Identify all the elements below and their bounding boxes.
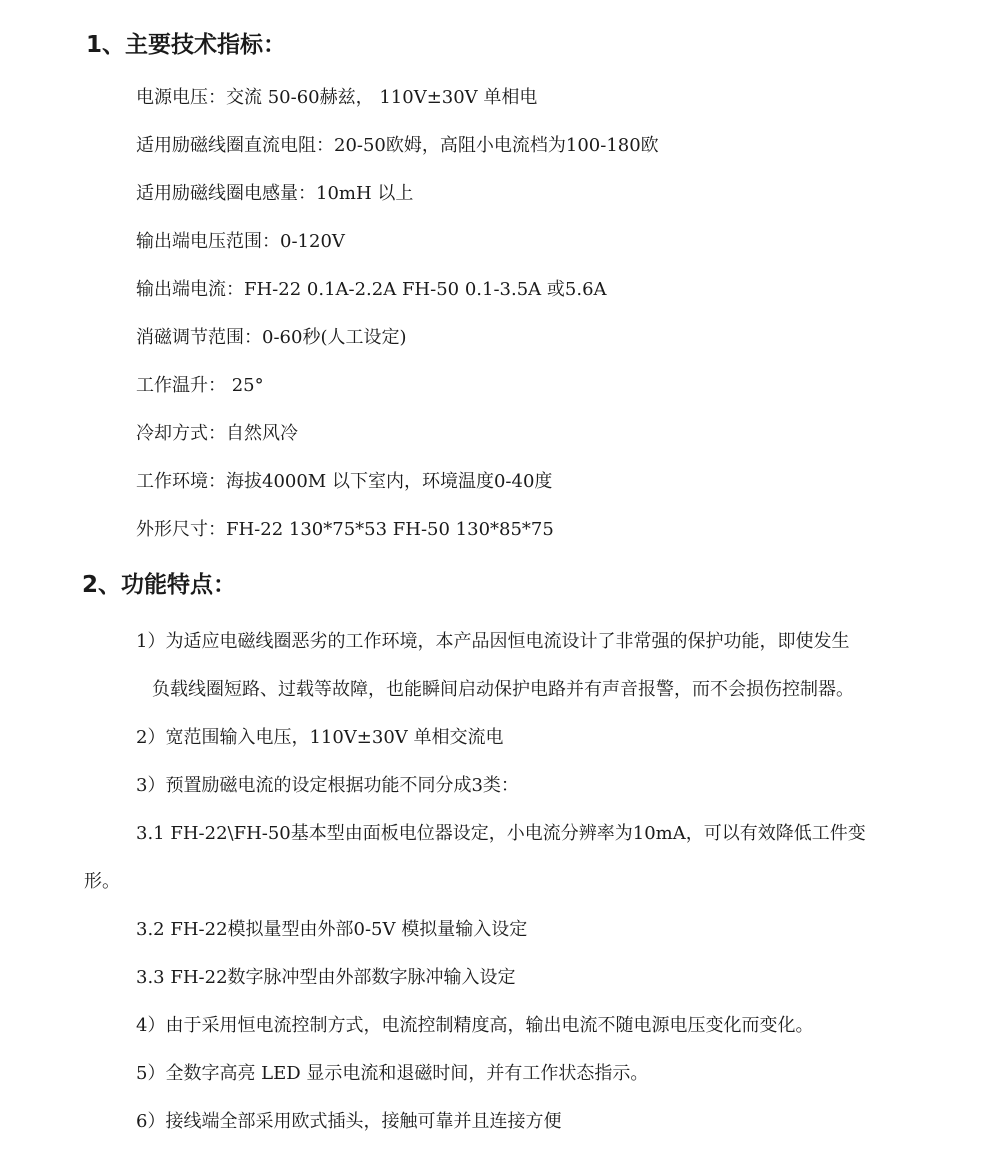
section-2-heading: 2、功能特点： (82, 572, 237, 598)
feature-5: 5）全数字高亮 LED 显示电流和退磁时间，并有工作状态指示。 (136, 1063, 649, 1084)
spec-coil-inductance: 适用励磁线圈电感量：10mH 以上 (136, 183, 414, 204)
feature-3-2: 3.2 FH-22模拟量型由外部0-5V 模拟量输入设定 (136, 919, 528, 940)
spec-demagnetize-range: 消磁调节范围：0-60秒(人工设定) (136, 327, 407, 348)
spec-environment: 工作环境：海拔4000M 以下室内，环境温度0-40度 (136, 471, 553, 492)
spec-coil-resistance: 适用励磁线圈直流电阻：20-50欧姆，高阻小电流档为100-180欧 (136, 135, 659, 156)
spec-dimensions: 外形尺寸：FH-22 130*75*53 FH-50 130*85*75 (136, 519, 554, 540)
feature-4: 4）由于采用恒电流控制方式，电流控制精度高，输出电流不随电源电压变化而变化。 (136, 1015, 814, 1036)
spec-output-voltage: 输出端电压范围：0-120V (136, 231, 345, 252)
spec-output-current: 输出端电流：FH-22 0.1A-2.2A FH-50 0.1-3.5A 或5.6A (136, 279, 607, 300)
feature-3: 3）预置励磁电流的设定根据功能不同分成3类： (136, 775, 519, 796)
spec-cooling: 冷却方式：自然风冷 (136, 423, 298, 444)
feature-6: 6）接线端全部采用欧式插头，接触可靠并且连接方便 (136, 1111, 562, 1132)
feature-1-continued: 负载线圈短路、过载等故障，也能瞬间启动保护电路并有声音报警，而不会损伤控制器。 (152, 679, 854, 700)
feature-1: 1）为适应电磁线圈恶劣的工作环境，本产品因恒电流设计了非常强的保护功能，即使发生 (136, 631, 850, 652)
feature-2: 2）宽范围输入电压，110V±30V 单相交流电 (136, 727, 504, 748)
feature-3-3: 3.3 FH-22数字脉冲型由外部数字脉冲输入设定 (136, 967, 516, 988)
feature-3-1: 3.1 FH-22\FH-50基本型由面板电位器设定，小电流分辨率为10mA，可以有效降低工件变 (136, 823, 866, 844)
feature-3-1-continued: 形。 (84, 871, 120, 892)
spec-power-voltage: 电源电压：交流 50-60赫兹， 110V±30V 单相电 (136, 87, 538, 108)
spec-temperature-rise: 工作温升： 25° (136, 375, 264, 396)
section-1-heading: 1、主要技术指标： (86, 32, 287, 58)
